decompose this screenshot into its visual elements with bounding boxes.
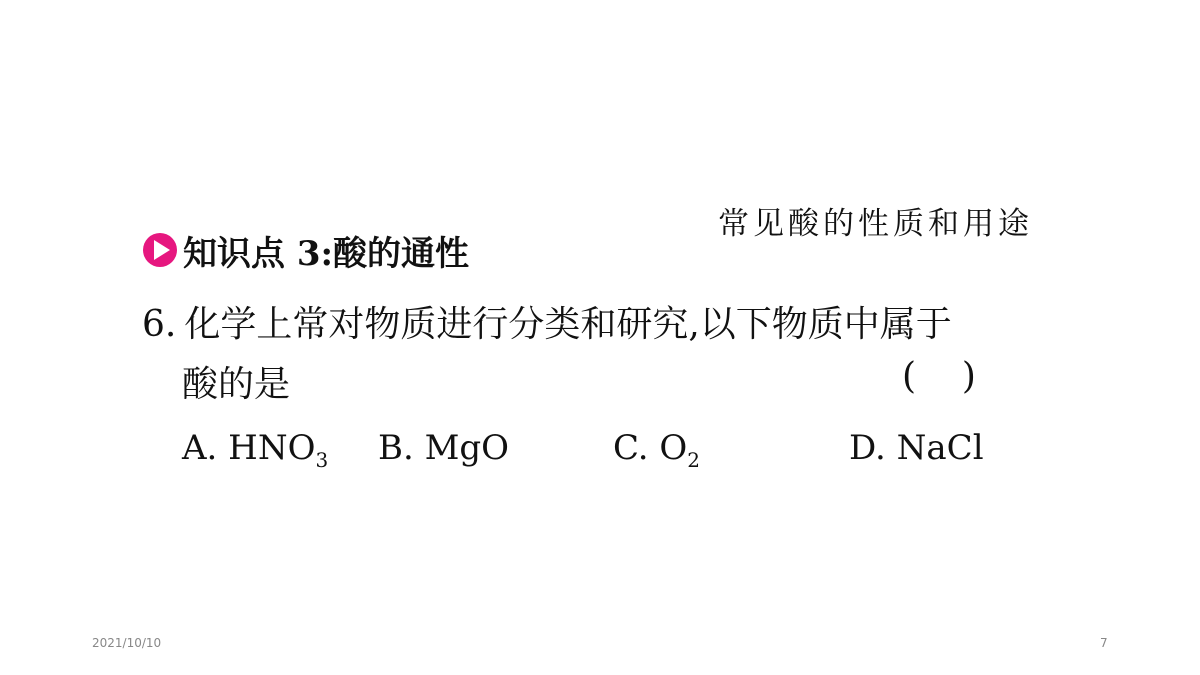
knowledge-point-title: 知识点 3:酸的通性 <box>183 233 470 274</box>
options-row <box>0 428 1200 478</box>
option-a[interactable] <box>182 428 328 472</box>
question-stem-line1 <box>142 296 952 347</box>
option-a-label: A. HNO <box>182 428 316 468</box>
option-d-label: D. NaCl <box>849 428 984 468</box>
option-c-label: C. O <box>613 428 688 468</box>
play-icon <box>143 233 177 267</box>
option-c-subscript: 2 <box>687 448 701 472</box>
knowledge-point-heading <box>143 228 469 272</box>
answer-blank[interactable]: ( ) <box>902 356 976 397</box>
option-b-label: B. MgO <box>378 428 510 468</box>
section-title: 常见酸的性质和用途 <box>718 206 1033 242</box>
question-number: 6. <box>142 304 177 345</box>
option-c[interactable] <box>613 428 700 472</box>
footer-date: 2021/10/10 <box>92 636 162 650</box>
option-d[interactable] <box>849 428 984 468</box>
option-b[interactable] <box>378 428 509 468</box>
question-stem-text: 化学上常对物质进行分类和研究,以下物质中属于 <box>184 304 952 345</box>
footer-page-number: 7 <box>1100 636 1108 650</box>
option-a-subscript: 3 <box>315 448 329 472</box>
question-stem-line2: 酸的是 <box>182 364 291 405</box>
